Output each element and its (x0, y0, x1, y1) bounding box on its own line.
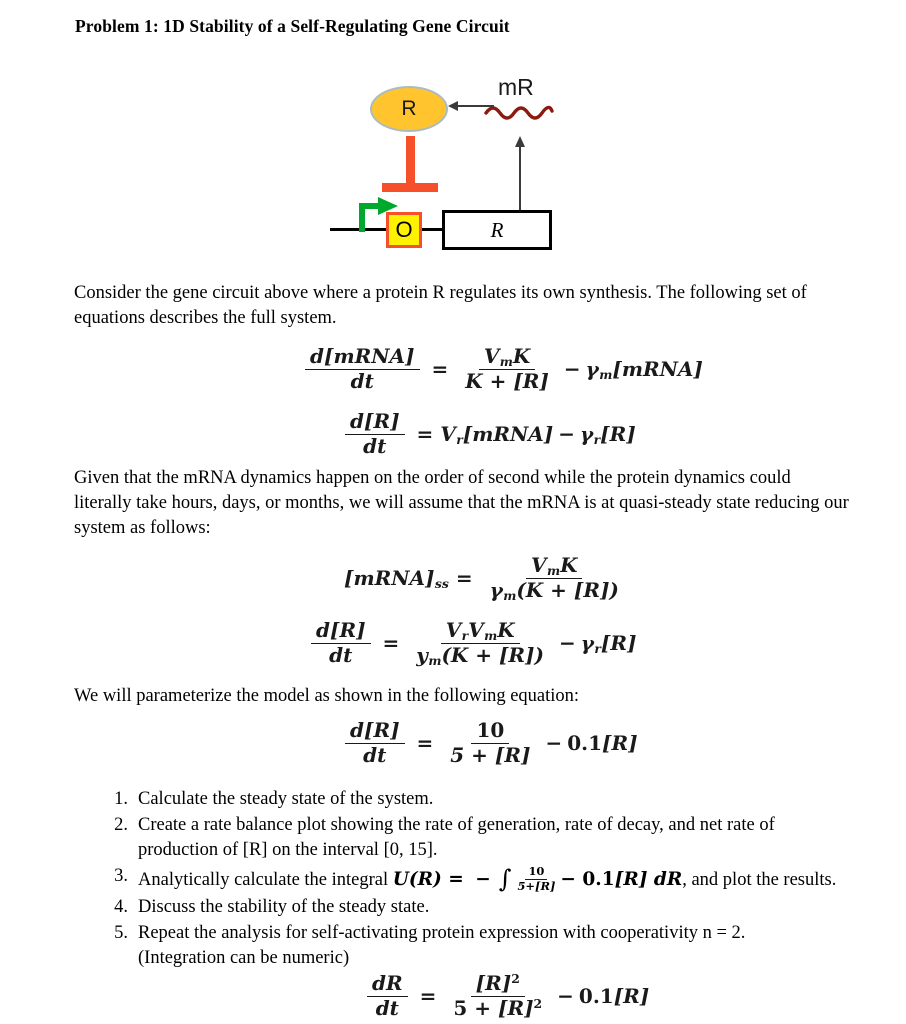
equation-reduced-protein-dynamics (306, 619, 636, 667)
eq5-rhs-numerator: 10 (471, 719, 509, 744)
list-item-number: 4. (114, 896, 128, 917)
inhibition-tbar-icon (382, 136, 438, 198)
arrow-left-icon (448, 96, 496, 116)
eq6-tail: − 0.1[R] (557, 984, 650, 1009)
eq2-relation: = (416, 422, 434, 447)
eq1-relation: = (431, 357, 449, 382)
eq3-rhs-numerator: $V_mK$ (526, 554, 582, 579)
eq1-lhs-denominator: dt (350, 368, 374, 393)
eq5-lhs-numerator: d[R] (345, 719, 405, 744)
eq1-rhs-denominator: K + [R] (465, 368, 549, 393)
eq6-lhs-denominator: dt (375, 995, 399, 1020)
eq5-rhs-fraction (445, 719, 535, 767)
eq6-lhs-fraction (367, 972, 408, 1020)
eq4-lhs-denominator: dt (329, 642, 353, 667)
integral-tail: − 0.1[R] dR (560, 869, 683, 890)
eq5-relation: = (416, 731, 434, 756)
equation-parameterized-model (340, 719, 638, 767)
equation-cooperative-model (362, 972, 649, 1020)
list-item (100, 895, 852, 920)
gene-circuit-diagram (330, 66, 600, 262)
parameterize-paragraph: We will parameterize the model as shown in the following equation: (74, 686, 580, 706)
mrna-label: mR (498, 74, 534, 100)
eq1-rhs-numerator: $V_mK$ (479, 345, 535, 370)
list-item-5-note: (Integration can be numeric) (138, 947, 350, 968)
list-item-text: Discuss the stability of the steady state. (138, 896, 430, 917)
list-item (100, 813, 852, 863)
eq6-rhs-numerator: $[R]^2$ (471, 972, 525, 997)
inhibition-stem (406, 136, 415, 188)
eq5-lhs-denominator: dt (363, 742, 387, 767)
list-item-3-text-before: Analytically calculate the integral (138, 870, 393, 890)
eq4-tail: − $\gamma_r[R]$ (558, 631, 637, 657)
integral-fraction-numerator: 10 (525, 865, 547, 879)
list-item-number: 5. (114, 922, 128, 943)
list-item-text (138, 864, 852, 894)
list-item-number: 2. (114, 815, 128, 835)
protein-node (370, 86, 448, 132)
eq2-lhs-fraction (345, 410, 405, 458)
eq2-lhs-denominator: dt (363, 433, 387, 458)
list-item-number: 3. (114, 866, 128, 886)
page-title: Problem 1: 1D Stability of a Self-Regulating Gene Circuit (75, 16, 510, 36)
eq6-rhs-denominator: $5 + [R]^2$ (453, 995, 543, 1020)
eq1-tail: − $\gamma_m[mRNA]$ (563, 357, 703, 383)
eq1-lhs-numerator: d[mRNA] (305, 345, 420, 370)
eq4-relation: = (382, 631, 400, 656)
list-item-3-text-after: , and plot the results. (682, 870, 837, 890)
eq3-relation: = (455, 566, 473, 591)
integral-lhs: U(R) = (392, 869, 464, 890)
eq6-rhs-fraction (448, 972, 547, 1020)
list-item (100, 787, 852, 812)
eq6-lhs-numerator: dR (367, 972, 408, 997)
qss-paragraph: Given that the mRNA dynamics happen on the order of second while the protein dynamics could literally take hours, days, or months, we will assume that the mRNA is at quasi-steady state reducing our system as follows: (74, 468, 849, 538)
eq5-lhs-fraction (345, 719, 405, 767)
equation-mrna-dynamics (300, 345, 703, 393)
equation-protein-dynamics (340, 410, 636, 458)
list-item-3-integral (392, 864, 683, 893)
list-item-text: Create a rate balance plot showing the rate of generation, rate of decay, and net rate of production of [R] on the interval [0, 15]. (138, 815, 775, 860)
inhibition-bar (382, 183, 438, 192)
list-item-text: Calculate the steady state of the system. (138, 789, 434, 809)
eq3-rhs-denominator: $\gamma_m(K + [R])$ (489, 577, 619, 603)
list-item (100, 921, 852, 971)
operator-label: O (395, 217, 413, 242)
eq4-rhs-numerator: $V_rV_mK$ (441, 619, 520, 644)
equation-mrna-steady-state (344, 554, 629, 602)
eq5-rhs-denominator: 5 + [R] (450, 742, 531, 767)
integral-sign: ∫ (498, 864, 512, 893)
eq4-lhs-numerator: d[R] (311, 619, 371, 644)
eq3-lhs: $[mRNA]_{ss}$ (344, 566, 449, 592)
intro-paragraph: Consider the gene circuit above where a protein R regulates its own synthesis. The following set of equations describes the full system. (74, 283, 807, 328)
dna-backbone-mid (420, 228, 442, 231)
integral-fraction-denominator: 5+[R] (517, 878, 556, 893)
eq4-lhs-fraction (311, 619, 371, 667)
task-list (100, 787, 852, 972)
protein-node-label: R (401, 97, 417, 120)
eq2-lhs-numerator: d[R] (345, 410, 405, 435)
integral-fraction (514, 865, 558, 892)
eq1-rhs-fraction (460, 345, 554, 393)
list-item (100, 864, 852, 894)
eq4-rhs-denominator: $y_m(K + [R])$ (416, 642, 544, 668)
gene-label: R (490, 217, 504, 242)
integral-minus: − (475, 869, 491, 890)
list-item-text: Repeat the analysis for self-activating protein expression with cooperativity n = 2. (138, 922, 746, 943)
eq2-rhs: $V_r[mRNA] - \gamma_r[R]$ (440, 422, 636, 448)
operator-box (386, 212, 422, 248)
gene-box (442, 210, 552, 250)
list-item-number: 1. (114, 789, 128, 809)
eq5-tail: − 0.1[R] (545, 731, 638, 756)
eq4-rhs-fraction (411, 619, 549, 667)
eq1-lhs-fraction (305, 345, 420, 393)
eq6-relation: = (419, 984, 437, 1009)
eq3-rhs-fraction (485, 554, 624, 602)
